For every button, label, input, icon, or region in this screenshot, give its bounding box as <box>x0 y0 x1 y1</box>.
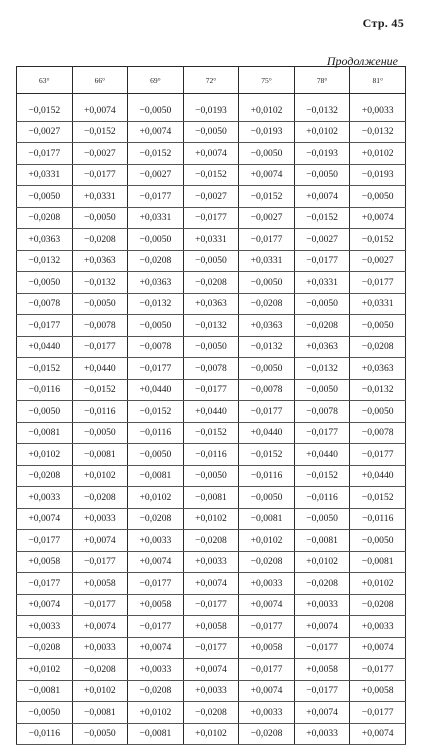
table-cell: −0,0027 <box>72 143 128 165</box>
table-cell: +0,0058 <box>128 594 184 616</box>
table-cell: −0,0177 <box>17 573 73 595</box>
table-row <box>17 444 406 466</box>
table-cell: −0,0050 <box>350 186 406 208</box>
table-row <box>17 530 406 552</box>
table-cell: +0,0058 <box>350 680 406 702</box>
table-cell: −0,0208 <box>183 272 239 294</box>
table-cell: +0,0033 <box>72 508 128 530</box>
table-cell: −0,0132 <box>17 250 73 272</box>
table-cell: +0,0331 <box>350 293 406 315</box>
table-cell: −0,0050 <box>294 293 350 315</box>
table-cell: −0,0050 <box>128 100 184 121</box>
table-cell: −0,0132 <box>72 272 128 294</box>
table-row <box>17 616 406 638</box>
table-cell: +0,0033 <box>183 551 239 573</box>
table-cell: +0,0363 <box>17 229 73 251</box>
table-cell: +0,0074 <box>72 530 128 552</box>
table-cell: +0,0331 <box>183 229 239 251</box>
table-cell: +0,0074 <box>239 164 295 186</box>
table-cell: +0,0074 <box>17 508 73 530</box>
page-number: Стр. 45 <box>362 16 404 30</box>
data-table-container <box>16 66 406 745</box>
table-row <box>17 336 406 358</box>
table-row <box>17 379 406 401</box>
table-cell: −0,0152 <box>294 465 350 487</box>
table-cell: +0,0331 <box>17 164 73 186</box>
table-cell: −0,0050 <box>183 121 239 143</box>
table-cell: −0,0081 <box>350 551 406 573</box>
table-cell: −0,0177 <box>72 164 128 186</box>
table-cell: +0,0102 <box>183 723 239 745</box>
table-row <box>17 293 406 315</box>
table-cell: +0,0440 <box>17 336 73 358</box>
table-cell: −0,0050 <box>350 315 406 337</box>
table-row <box>17 250 406 272</box>
table-cell: −0,0050 <box>350 401 406 423</box>
table-cell: −0,0208 <box>72 659 128 681</box>
table-cell: +0,0074 <box>128 551 184 573</box>
table-cell: +0,0440 <box>128 379 184 401</box>
table-cell: −0,0116 <box>239 465 295 487</box>
table-cell: −0,0152 <box>294 207 350 229</box>
table-row <box>17 315 406 337</box>
table-cell: −0,0193 <box>183 100 239 121</box>
column-header: 63° <box>17 67 73 94</box>
table-row <box>17 422 406 444</box>
table-cell: +0,0331 <box>128 207 184 229</box>
table-cell: +0,0033 <box>294 723 350 745</box>
table-cell: −0,0177 <box>350 659 406 681</box>
table-cell: −0,0078 <box>72 315 128 337</box>
table-cell: −0,0050 <box>183 336 239 358</box>
table-cell: −0,0177 <box>183 207 239 229</box>
table-cell: −0,0050 <box>17 702 73 724</box>
table-cell: +0,0102 <box>183 508 239 530</box>
table-cell: +0,0102 <box>239 100 295 121</box>
table-cell: −0,0208 <box>128 508 184 530</box>
table-cell: −0,0050 <box>350 530 406 552</box>
table-cell: −0,0132 <box>294 100 350 121</box>
table-cell: −0,0078 <box>350 422 406 444</box>
table-cell: +0,0058 <box>294 659 350 681</box>
table-cell: −0,0116 <box>294 487 350 509</box>
table-cell: −0,0116 <box>17 723 73 745</box>
table-cell: +0,0074 <box>183 659 239 681</box>
table-cell: +0,0074 <box>72 616 128 638</box>
table-cell: −0,0152 <box>17 100 73 121</box>
table-cell: +0,0331 <box>294 272 350 294</box>
table-row <box>17 358 406 380</box>
table-cell: −0,0177 <box>294 422 350 444</box>
table-row <box>17 100 406 121</box>
table-cell: −0,0177 <box>183 637 239 659</box>
table-cell: −0,0081 <box>72 702 128 724</box>
table-cell: +0,0363 <box>183 293 239 315</box>
table-cell: −0,0152 <box>128 401 184 423</box>
table-row <box>17 229 406 251</box>
table-cell: +0,0058 <box>183 616 239 638</box>
table-cell: −0,0152 <box>350 487 406 509</box>
table-cell: +0,0074 <box>294 616 350 638</box>
table-cell: −0,0152 <box>183 164 239 186</box>
table-cell: −0,0050 <box>128 444 184 466</box>
table-cell: −0,0152 <box>72 121 128 143</box>
table-cell: −0,0208 <box>17 637 73 659</box>
table-cell: +0,0102 <box>17 659 73 681</box>
table-cell: −0,0193 <box>350 164 406 186</box>
table-cell: −0,0208 <box>17 465 73 487</box>
table-cell: −0,0193 <box>239 121 295 143</box>
table-row <box>17 723 406 745</box>
column-header: 72° <box>183 67 239 94</box>
table-cell: +0,0363 <box>72 250 128 272</box>
table-cell: −0,0116 <box>350 508 406 530</box>
table-row <box>17 487 406 509</box>
table-cell: −0,0177 <box>72 336 128 358</box>
table-row <box>17 465 406 487</box>
table-cell: +0,0033 <box>17 487 73 509</box>
table-cell: −0,0177 <box>183 594 239 616</box>
table-cell: −0,0027 <box>350 250 406 272</box>
table-cell: +0,0074 <box>350 723 406 745</box>
table-cell: −0,0177 <box>17 143 73 165</box>
table-cell: −0,0177 <box>128 186 184 208</box>
table-cell: −0,0050 <box>17 186 73 208</box>
table-cell: −0,0050 <box>294 508 350 530</box>
column-header: 81° <box>350 67 406 94</box>
table-cell: +0,0102 <box>72 465 128 487</box>
table-cell: +0,0440 <box>239 422 295 444</box>
table-cell: −0,0050 <box>294 164 350 186</box>
table-cell: −0,0152 <box>72 379 128 401</box>
table-cell: −0,0177 <box>350 702 406 724</box>
table-cell: −0,0132 <box>128 293 184 315</box>
table-row <box>17 659 406 681</box>
table-cell: −0,0208 <box>350 336 406 358</box>
table-cell: −0,0208 <box>183 530 239 552</box>
table-cell: −0,0078 <box>183 358 239 380</box>
table-cell: −0,0177 <box>17 315 73 337</box>
table-cell: −0,0177 <box>72 551 128 573</box>
table-cell: −0,0177 <box>350 272 406 294</box>
column-header: 78° <box>294 67 350 94</box>
table-cell: −0,0050 <box>239 358 295 380</box>
table-row <box>17 702 406 724</box>
table-row <box>17 573 406 595</box>
table-cell: +0,0331 <box>72 186 128 208</box>
table-cell: −0,0078 <box>294 401 350 423</box>
table-cell: +0,0058 <box>239 637 295 659</box>
column-header: 69° <box>128 67 184 94</box>
table-cell: −0,0208 <box>239 293 295 315</box>
table-cell: −0,0027 <box>183 186 239 208</box>
table-cell: −0,0081 <box>17 680 73 702</box>
table-cell: +0,0033 <box>239 702 295 724</box>
table-cell: +0,0033 <box>128 530 184 552</box>
table-cell: +0,0074 <box>294 186 350 208</box>
table-cell: +0,0033 <box>128 659 184 681</box>
table-cell: −0,0081 <box>72 444 128 466</box>
data-table <box>16 66 406 745</box>
table-cell: −0,0050 <box>17 401 73 423</box>
table-cell: −0,0116 <box>17 379 73 401</box>
column-header: 66° <box>72 67 128 94</box>
table-cell: −0,0177 <box>128 358 184 380</box>
table-cell: +0,0102 <box>294 551 350 573</box>
table-cell: −0,0177 <box>17 530 73 552</box>
table-cell: −0,0152 <box>183 422 239 444</box>
table-cell: −0,0081 <box>239 508 295 530</box>
table-cell: −0,0152 <box>239 444 295 466</box>
table-cell: −0,0208 <box>294 573 350 595</box>
table-cell: +0,0074 <box>183 573 239 595</box>
table-cell: −0,0132 <box>183 315 239 337</box>
table-cell: −0,0208 <box>72 229 128 251</box>
table-cell: +0,0440 <box>350 465 406 487</box>
table-cell: −0,0027 <box>17 121 73 143</box>
table-cell: +0,0033 <box>350 100 406 121</box>
table-cell: +0,0102 <box>294 121 350 143</box>
table-row <box>17 186 406 208</box>
table-cell: +0,0331 <box>239 250 295 272</box>
table-cell: +0,0440 <box>72 358 128 380</box>
table-cell: +0,0033 <box>183 680 239 702</box>
table-cell: −0,0050 <box>239 143 295 165</box>
table-cell: −0,0177 <box>183 379 239 401</box>
table-cell: −0,0208 <box>72 487 128 509</box>
table-cell: −0,0208 <box>17 207 73 229</box>
table-cell: −0,0050 <box>239 272 295 294</box>
table-cell: +0,0033 <box>294 594 350 616</box>
table-cell: −0,0081 <box>17 422 73 444</box>
table-cell: −0,0177 <box>72 594 128 616</box>
table-cell: +0,0440 <box>183 401 239 423</box>
table-row <box>17 272 406 294</box>
table-cell: +0,0074 <box>183 143 239 165</box>
table-cell: −0,0177 <box>239 401 295 423</box>
table-cell: −0,0132 <box>350 379 406 401</box>
table-cell: −0,0208 <box>239 723 295 745</box>
table-row <box>17 401 406 423</box>
table-cell: −0,0152 <box>128 143 184 165</box>
table-cell: +0,0074 <box>128 637 184 659</box>
table-cell: −0,0078 <box>128 336 184 358</box>
table-row <box>17 207 406 229</box>
table-cell: −0,0177 <box>239 659 295 681</box>
table-row <box>17 143 406 165</box>
table-cell: +0,0102 <box>350 573 406 595</box>
table-cell: −0,0132 <box>294 358 350 380</box>
table-cell: +0,0102 <box>72 680 128 702</box>
table-cell: −0,0177 <box>294 250 350 272</box>
table-cell: −0,0078 <box>239 379 295 401</box>
table-cell: −0,0152 <box>350 229 406 251</box>
table-cell: +0,0102 <box>128 702 184 724</box>
table-cell: +0,0074 <box>239 594 295 616</box>
table-cell: +0,0440 <box>294 444 350 466</box>
table-cell: +0,0363 <box>350 358 406 380</box>
table-cell: −0,0208 <box>350 594 406 616</box>
table-cell: +0,0102 <box>350 143 406 165</box>
table-cell: −0,0132 <box>239 336 295 358</box>
table-header-row <box>17 67 406 94</box>
table-cell: −0,0050 <box>72 207 128 229</box>
table-cell: −0,0081 <box>128 465 184 487</box>
table-cell: −0,0177 <box>350 444 406 466</box>
table-row <box>17 164 406 186</box>
table-cell: −0,0050 <box>128 315 184 337</box>
table-cell: −0,0050 <box>72 422 128 444</box>
table-cell: −0,0193 <box>294 143 350 165</box>
table-cell: +0,0033 <box>350 616 406 638</box>
table-row <box>17 551 406 573</box>
table-cell: −0,0152 <box>239 186 295 208</box>
table-cell: −0,0152 <box>17 358 73 380</box>
table-cell: −0,0078 <box>17 293 73 315</box>
table-cell: −0,0027 <box>239 207 295 229</box>
table-cell: +0,0074 <box>128 121 184 143</box>
table-cell: −0,0050 <box>128 229 184 251</box>
table-cell: +0,0074 <box>239 680 295 702</box>
table-body <box>17 94 406 745</box>
table-row <box>17 508 406 530</box>
continued-label: Продолжение <box>326 54 398 68</box>
table-cell: +0,0363 <box>239 315 295 337</box>
table-cell: +0,0363 <box>128 272 184 294</box>
table-cell: +0,0102 <box>17 444 73 466</box>
table-cell: +0,0363 <box>294 336 350 358</box>
table-cell: +0,0058 <box>72 573 128 595</box>
table-cell: −0,0208 <box>183 702 239 724</box>
table-cell: +0,0102 <box>128 487 184 509</box>
column-header: 75° <box>239 67 295 94</box>
table-cell: −0,0116 <box>72 401 128 423</box>
table-cell: −0,0177 <box>239 229 295 251</box>
table-cell: −0,0050 <box>17 272 73 294</box>
table-cell: −0,0027 <box>294 229 350 251</box>
table-cell: −0,0081 <box>128 723 184 745</box>
table-cell: −0,0081 <box>183 487 239 509</box>
table-cell: −0,0208 <box>239 551 295 573</box>
table-cell: +0,0058 <box>17 551 73 573</box>
table-row <box>17 680 406 702</box>
table-cell: −0,0050 <box>183 250 239 272</box>
table-cell: −0,0177 <box>239 616 295 638</box>
table-cell: +0,0033 <box>17 616 73 638</box>
table-row <box>17 121 406 143</box>
table-cell: +0,0074 <box>350 637 406 659</box>
table-cell: +0,0074 <box>294 702 350 724</box>
table-cell: −0,0177 <box>128 616 184 638</box>
table-cell: −0,0116 <box>128 422 184 444</box>
table-cell: +0,0033 <box>239 573 295 595</box>
table-cell: −0,0050 <box>239 487 295 509</box>
table-cell: −0,0177 <box>128 573 184 595</box>
table-cell: −0,0208 <box>294 315 350 337</box>
table-cell: +0,0102 <box>239 530 295 552</box>
table-cell: −0,0050 <box>294 379 350 401</box>
table-row <box>17 594 406 616</box>
table-cell: −0,0050 <box>183 465 239 487</box>
table-cell: +0,0033 <box>72 637 128 659</box>
table-cell: −0,0132 <box>350 121 406 143</box>
table-row <box>17 637 406 659</box>
table-cell: −0,0208 <box>128 250 184 272</box>
table-cell: −0,0050 <box>72 293 128 315</box>
table-cell: +0,0074 <box>17 594 73 616</box>
table-cell: −0,0050 <box>72 723 128 745</box>
table-cell: −0,0177 <box>294 680 350 702</box>
table-cell: +0,0074 <box>350 207 406 229</box>
table-cell: +0,0074 <box>72 100 128 121</box>
table-cell: −0,0177 <box>294 637 350 659</box>
table-cell: −0,0116 <box>183 444 239 466</box>
table-cell: −0,0027 <box>128 164 184 186</box>
table-cell: −0,0081 <box>294 530 350 552</box>
table-cell: −0,0208 <box>128 680 184 702</box>
